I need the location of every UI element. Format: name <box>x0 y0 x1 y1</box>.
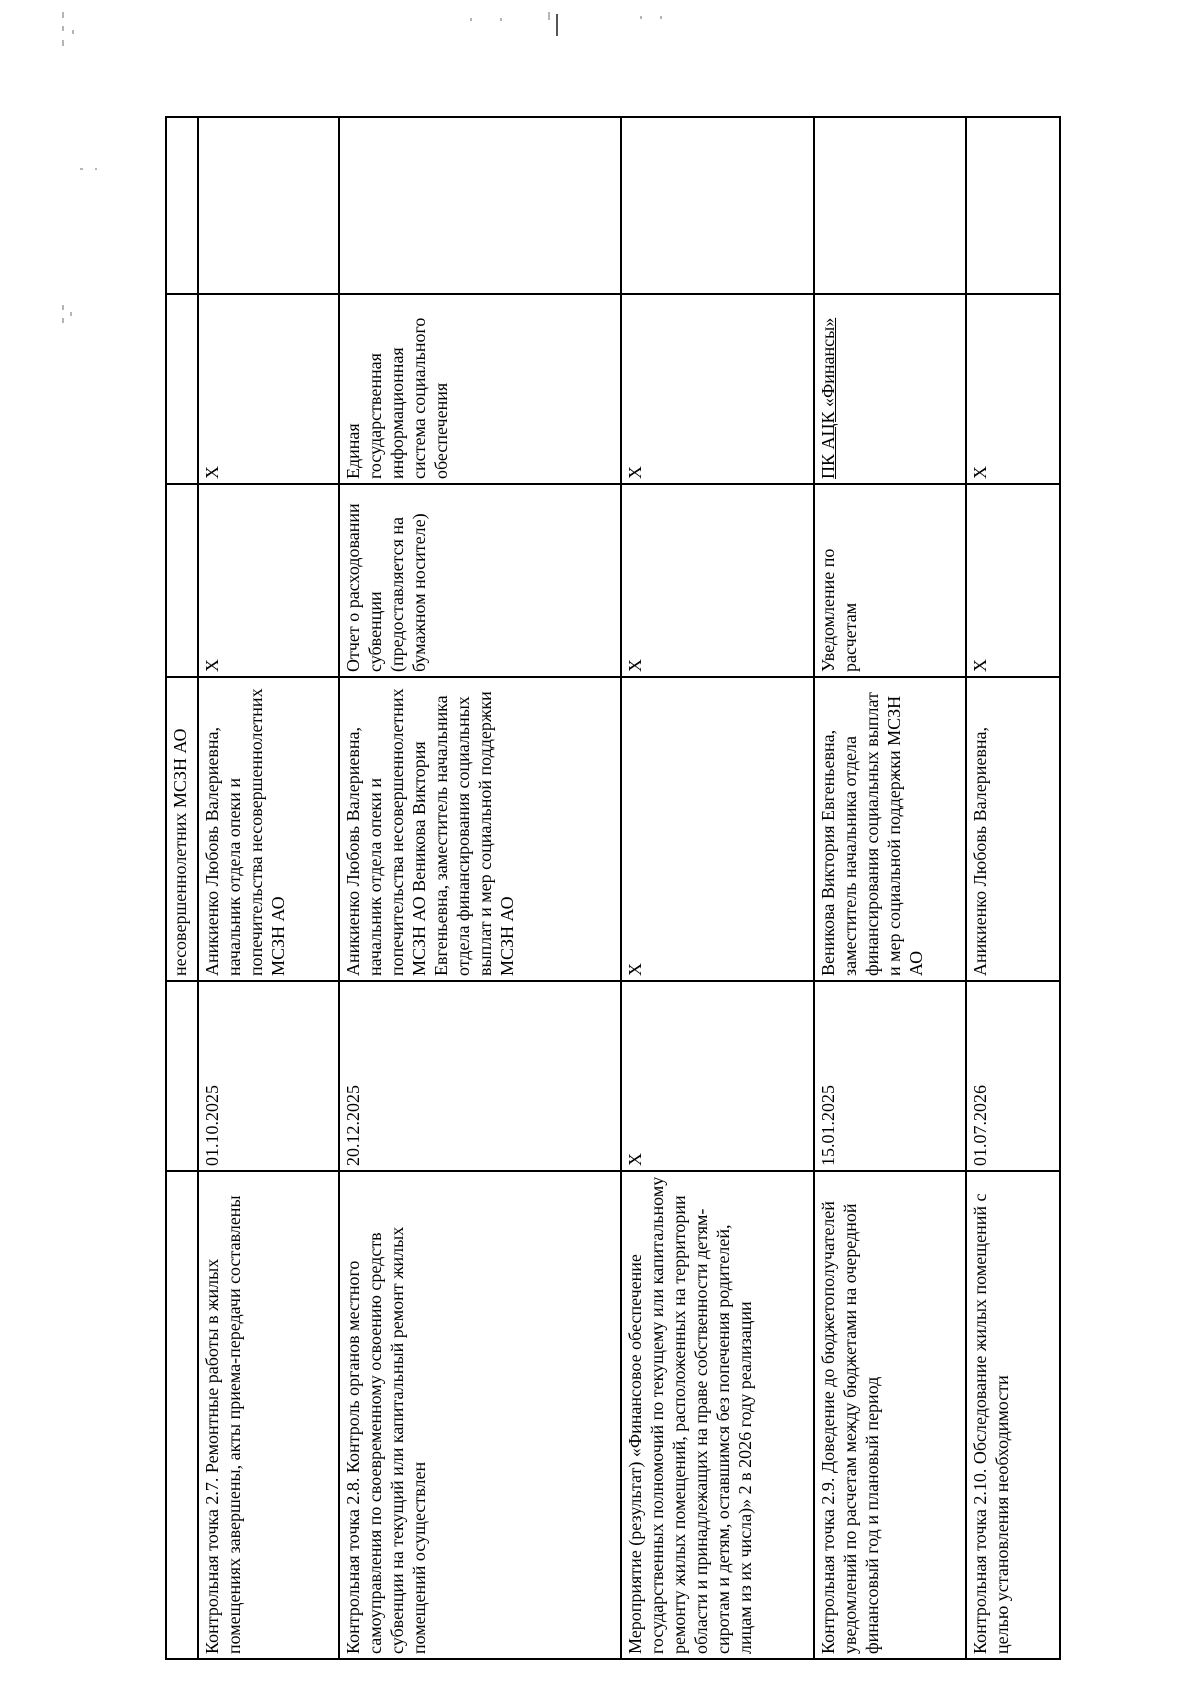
system-cell: Х <box>621 294 814 484</box>
scan-speck <box>62 26 64 31</box>
scan-speck <box>660 16 662 19</box>
date-cell: 01.10.2025 <box>198 981 339 1171</box>
system-cell: Х <box>198 294 339 484</box>
event-cell <box>166 1171 198 1659</box>
scan-speck <box>72 30 74 34</box>
date-cell: 01.07.2026 <box>966 981 1060 1171</box>
table-row <box>621 117 814 1659</box>
scan-speck <box>500 18 502 21</box>
system-cell: Х <box>966 294 1060 484</box>
rotated-document-table <box>165 118 1059 1660</box>
responsible-cell: несовершеннолетних МСЗН АО <box>166 677 198 981</box>
system-cell <box>166 294 198 484</box>
date-cell: 15.01.2025 <box>814 981 966 1171</box>
event-cell: Контрольная точка 2.7. Ремонтные работы в жилых помещениях завершены, акты приема-передачи составлены <box>198 1171 339 1659</box>
table-row <box>966 117 1060 1659</box>
table-row <box>198 117 339 1659</box>
event-cell: Мероприятие (результат) «Финансовое обеспечение государственных полномочий по текущему или капитальному ремонту жилых помещений, расположенных на территории области и принадлежащих на праве собственности детям-сиротам и детям, оставшимся без попечения родителей, лицам из их числа)» 2 в 2026 году реализации <box>621 1171 814 1659</box>
document-cell: Отчет о расходовании субвенции (предоставляется на бумажном носителе) <box>339 484 621 677</box>
date-cell <box>166 981 198 1171</box>
event-cell: Контрольная точка 2.9. Доведение до бюджетополучателей уведомлений по расчетам между бюджетами на очередной финансовый год и плановый период <box>814 1171 966 1659</box>
event-cell: Контрольная точка 2.10. Обследование жилых помещений с целью установления необходимости <box>966 1171 1060 1659</box>
scan-speck <box>62 40 64 46</box>
document-cell <box>166 484 198 677</box>
scan-speck <box>556 14 558 36</box>
scan-speck <box>62 12 64 18</box>
extra-cell <box>621 117 814 294</box>
extra-cell <box>339 117 621 294</box>
date-cell: Х <box>621 981 814 1171</box>
scan-speck <box>470 18 472 21</box>
scan-speck <box>70 312 72 316</box>
document-cell: Х <box>621 484 814 677</box>
control-points-table <box>165 116 1061 1660</box>
responsible-cell: Х <box>621 677 814 981</box>
document-cell: Уведомление по расчетам <box>814 484 966 677</box>
extra-cell <box>814 117 966 294</box>
date-cell: 20.12.2025 <box>339 981 621 1171</box>
scan-speck <box>62 305 64 310</box>
scan-speck <box>62 318 64 323</box>
scan-speck <box>548 12 550 20</box>
table-row <box>339 117 621 1659</box>
scan-speck <box>80 168 83 170</box>
responsible-cell: Аникиенко Любовь Валериевна, начальник отдела опеки и попечительства несовершеннолетних МСЗН АО Веникова Виктория Евгеньевна, заместитель начальника отдела финансирования социальных выплат и мер социальной поддержки МСЗН АО <box>339 677 621 981</box>
extra-cell <box>198 117 339 294</box>
extra-cell <box>166 117 198 294</box>
document-cell: Х <box>966 484 1060 677</box>
event-cell: Контрольная точка 2.8. Контроль органов местного самоуправления по своевременному освоению средств субвенции на текущий или капитальный ремонт жилых помещений осуществлен <box>339 1171 621 1659</box>
document-cell: Х <box>198 484 339 677</box>
responsible-cell: Аникиенко Любовь Валериевна, <box>966 677 1060 981</box>
system-cell: ПК АЦК «Финансы» <box>814 294 966 484</box>
responsible-cell: Аникиенко Любовь Валериевна, начальник отдела опеки и попечительства несовершеннолетних МСЗН АО <box>198 677 339 981</box>
table-row <box>814 117 966 1659</box>
system-cell: Единая государственная информационная система социального обеспечения <box>339 294 621 484</box>
table-row <box>166 117 198 1659</box>
scan-speck <box>95 168 97 170</box>
scan-speck <box>640 16 642 19</box>
responsible-cell: Веникова Виктория Евгеньевна, заместитель начальника отдела финансирования социальных выплат и мер социальной поддержки МСЗН АО <box>814 677 966 981</box>
extra-cell <box>966 117 1060 294</box>
